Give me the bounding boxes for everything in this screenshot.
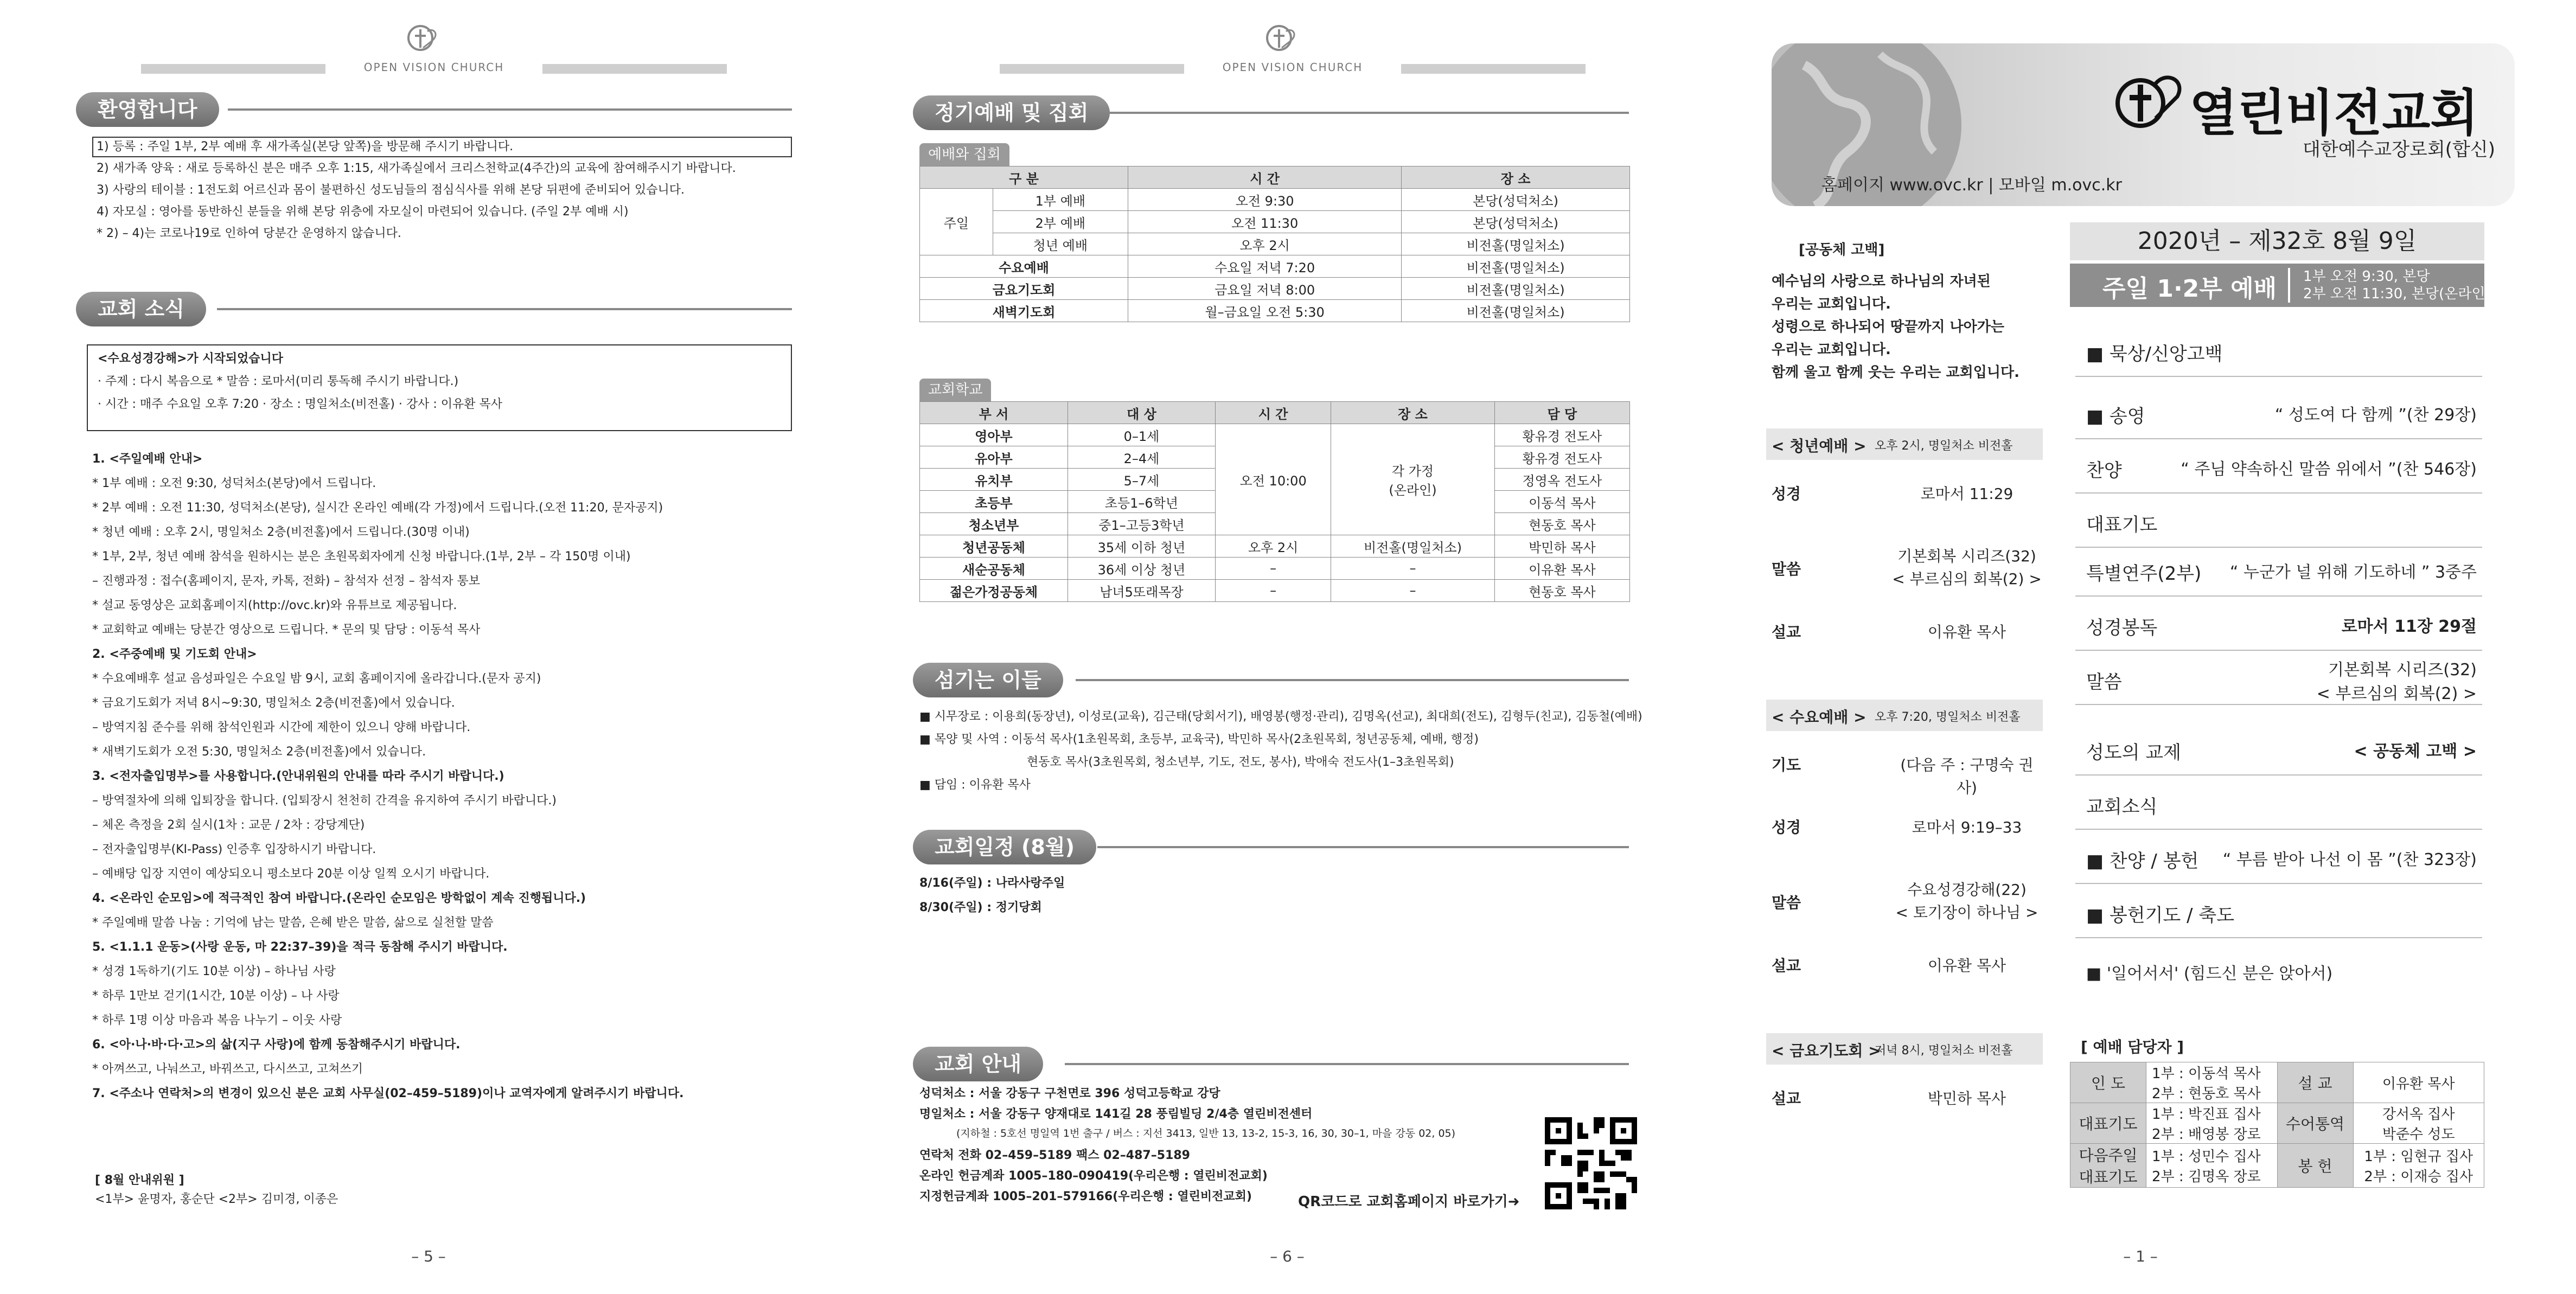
worship-title: 정기예배 및 집회 <box>913 95 1110 130</box>
servant-line: ■ 목양 및 사역 : 이동석 목사(1초원목회, 초등부, 교육국), 박민하 목사(2초원목회, 청년공동체, 예배, 행정) <box>919 733 1479 746</box>
worship-head-cell: 구 분 <box>920 166 1128 189</box>
news-line: * 성경 1독하기(기도 10분 이상) – 하나님 사랑 <box>92 965 336 978</box>
news-line: – 방역절차에 의해 입퇴장을 합니다. (입퇴장시 천천히 간격을 유지하여 주시기 바랍니다.) <box>92 794 557 808</box>
service-item-value: 수요성경강해(22) < 토기장이 하나님 > <box>1895 881 2038 921</box>
school-dept: 영아부 <box>920 424 1068 446</box>
school-lead: 이유환 목사 <box>1494 558 1629 580</box>
service-item-value: 로마서 11:29 <box>1920 485 2014 503</box>
homepage-link[interactable]: 홈페이지 www.ovc.kr | 모바일 m.ovc.kr <box>1821 176 2122 195</box>
info-line: (지하철 : 5호선 명일역 1번 출구 / 버스 : 지선 3413, 일반 13, 13-2, 15-3, 16, 30, 30–1, 마을 강동 02, 05) <box>956 1128 1456 1139</box>
worship-name: 금요기도회 <box>920 278 1128 300</box>
worship-time: 오전 9:30 <box>1128 189 1402 211</box>
school-target: 36세 이상 청년 <box>1068 558 1215 580</box>
info-title: 교회 안내 <box>913 1047 1043 1081</box>
news-line: – 전자출입명부(KI-Pass) 인증후 입장하시기 바랍니다. <box>92 843 376 856</box>
page-number: – 1 – <box>2123 1247 2158 1265</box>
duty-person: 1부 : 이동석 목사 2부 : 현동호 목사 <box>2146 1062 2278 1103</box>
duty-table <box>2070 1062 2484 1188</box>
school-dept: 청년공동체 <box>920 535 1068 558</box>
service-item-label: 말씀 <box>1772 894 1801 912</box>
school-dept: 젊은가정공동체 <box>920 580 1068 602</box>
order-label: 특별연주(2부) <box>2086 563 2202 585</box>
school-target: 남녀5또래목장 <box>1068 580 1215 602</box>
news-line: 5. <1.1.1 운동>(사랑 운동, 마 22:37–39)을 적극 동참해 주시기 바랍니다. <box>92 940 508 954</box>
news-line: * 주일예배 말씀 나눔 : 기억에 남는 말씀, 은혜 받은 말씀, 삶으로 실천할 말씀 <box>92 916 494 930</box>
worship-time: 오후 2시 <box>1128 233 1402 255</box>
worship-name: 1부 예배 <box>993 189 1128 211</box>
school-lead: 현동호 목사 <box>1494 513 1629 535</box>
school-target: 35세 이하 청년 <box>1068 535 1215 558</box>
school-dept: 새순공동체 <box>920 558 1068 580</box>
service-item-label: 설교 <box>1772 1090 1801 1107</box>
news-line: – 진행과정 : 접수(홈페이지, 문자, 카톡, 전화) – 참석자 선정 – 참석자 통보 <box>92 574 481 588</box>
news-line: * 설교 동영상은 교회홈페이지(http://ovc.kr)와 유튜브로 제공됩니다. <box>92 599 457 612</box>
info-line: 지정헌금계좌 1005–201–579166(우리은행 : 열린비전교회) <box>919 1190 1252 1203</box>
worship-time: 금요일 저녁 8:00 <box>1128 278 1402 300</box>
worship-head-cell: 시 간 <box>1128 166 1402 189</box>
duty-person: 강서옥 집사 박준수 성도 <box>2353 1103 2484 1144</box>
service-time-1: 1부 오전 9:30, 본당 <box>2303 268 2430 285</box>
news-line: * 1부, 2부, 청년 예배 참석을 원하시는 분은 초원목회자에게 신청 바랍니다.(1부, 2부 – 각 150명 이내) <box>92 550 631 563</box>
school-dept: 유아부 <box>920 446 1068 469</box>
news-line: * 금요기도회가 저녁 8시~9:30, 명일처소 2층(비전홀)에서 있습니다. <box>92 696 455 710</box>
worship-time: 수요일 저녁 7:20 <box>1128 255 1402 278</box>
duty-role: 설 교 <box>2277 1062 2353 1103</box>
worship-place: 본당(성덕처소) <box>1402 189 1630 211</box>
page-5 <box>0 0 859 1294</box>
service-item-label: 성경 <box>1772 818 1801 836</box>
order-value: “ 성도여 다 함께 ”(찬 29장) <box>2274 406 2477 425</box>
order-value: “ 누군가 널 위해 기도하네 ” 3중주 <box>2229 563 2477 582</box>
school-head-cell: 장 소 <box>1331 402 1494 424</box>
order-label: ■ 봉헌기도 / 축도 <box>2086 905 2235 926</box>
church-name-en: OPEN VISION CHURCH <box>1222 61 1363 74</box>
confession-line: 예수님의 사랑으로 하나님의 자녀된 <box>1772 273 1991 290</box>
guide-line: <1부> 윤명자, 홍순단 <2부> 김미경, 이종은 <box>95 1193 338 1206</box>
news-line: * 1부 예배 : 오전 9:30, 성덕처소(본당)에서 드립니다. <box>92 477 376 490</box>
worship-head-cell: 장 소 <box>1402 166 1630 189</box>
school-head-cell: 시 간 <box>1215 402 1331 424</box>
school-lead: 황유경 전도사 <box>1494 424 1629 446</box>
news-line: * 2부 예배 : 오전 11:30, 성덕처소(본당), 실시간 온라인 예배(각 가정)에서 드립니다.(오전 11:20, 문자공지) <box>92 501 663 515</box>
schedule-title: 교회일정 (8월) <box>913 830 1096 864</box>
table-row <box>920 233 1630 255</box>
church-name-en: OPEN VISION CHURCH <box>363 61 504 74</box>
news-line: * 하루 1명 이상 마음과 복음 나누기 – 이웃 사랑 <box>92 1014 342 1027</box>
confession-line: 우리는 교회입니다. <box>1772 342 1891 358</box>
order-label: 교회소식 <box>2086 796 2158 818</box>
service-banner <box>2070 264 2491 307</box>
servant-line: ■ 시무장로 : 이용희(동장년), 이성로(교육), 김근태(당회서기), 배영봉(행정·관리), 김명옥(선교), 최대희(전도), 김형두(친교), 김동철(예배) <box>919 710 1642 723</box>
service-subtitle: 오후 2시, 명일처소 비전홀 <box>1875 439 2013 453</box>
school-dept: 초등부 <box>920 491 1068 513</box>
issue-date: 2020년 – 제32호 8월 9일 <box>2070 222 2484 260</box>
guide-title: [ 8월 안내위원 ] <box>95 1174 184 1187</box>
school-target: 0–1세 <box>1068 424 1215 446</box>
service-item-label: 설교 <box>1772 623 1801 641</box>
order-label: 찬양 <box>2086 460 2122 482</box>
order-label: ■ 묵상/신앙고백 <box>2086 343 2223 365</box>
duty-role: 다음주일 대표기도 <box>2070 1144 2146 1188</box>
info-line: 명일처소 : 서울 강동구 양재대로 141길 28 풍림빌딩 2/4층 열린비전센터 <box>919 1107 1313 1121</box>
order-label: 대표기도 <box>2086 514 2158 536</box>
school-head-cell: 부 서 <box>920 402 1068 424</box>
welcome-line: * 2) – 4)는 코로나19로 인하여 당분간 운영하지 않습니다. <box>97 227 401 240</box>
confession-line: 성령으로 하나되어 땅끝까지 나아가는 <box>1772 319 2005 335</box>
table-row <box>920 278 1630 300</box>
school-head-cell: 대 상 <box>1068 402 1215 424</box>
worship-name: 수요예배 <box>920 255 1128 278</box>
servant-line: 현동호 목사(3초원목회, 청소년부, 기도, 전도, 봉사), 박애숙 전도사(1–3초원목회) <box>1027 755 1454 769</box>
info-line: 온라인 헌금계좌 1005–180–090419(우리은행 : 열린비전교회) <box>919 1169 1268 1183</box>
order-value: “ 부름 받아 나선 이 몸 ”(찬 323장) <box>2222 850 2477 869</box>
order-label: 성경봉독 <box>2086 617 2158 639</box>
news-title: 교회 소식 <box>76 292 206 326</box>
news-line: * 새벽기도회가 오전 5:30, 명일처소 2층(비전홀)에서 있습니다. <box>92 745 426 759</box>
duty-person: 1부 : 성민수 집사 2부 : 김명옥 장로 <box>2146 1144 2278 1188</box>
worship-name: 새벽기도회 <box>920 300 1128 322</box>
school-lead: 현동호 목사 <box>1494 580 1629 602</box>
school-lead: 이동석 목사 <box>1494 491 1629 513</box>
worship-place: 비전홀(명일처소) <box>1402 255 1630 278</box>
table-row <box>920 424 1630 446</box>
church-logo-icon <box>396 22 445 60</box>
welcome-line: 4) 자모실 : 영아를 동반하신 분들을 위해 본당 위층에 자모실이 마련되어 있습니다. (주일 2부 예배 시) <box>97 205 629 219</box>
service-title: < 청년예배 > <box>1772 437 1867 455</box>
school-target: 2–4세 <box>1068 446 1215 469</box>
worship-place: 비전홀(명일처소) <box>1402 278 1630 300</box>
table-row <box>920 300 1630 322</box>
duty-person: 이유환 목사 <box>2353 1062 2484 1103</box>
worship-group: 주일 <box>920 189 993 255</box>
service-item-label: 설교 <box>1772 957 1801 975</box>
order-value: 기본회복 시리즈(32) < 부르심의 회복(2) > <box>2316 661 2477 703</box>
page-number: – 5 – <box>411 1247 446 1265</box>
school-place: 각 가정 (온라인) <box>1331 424 1494 535</box>
qr-code-icon[interactable] <box>1545 1117 1637 1209</box>
confession-line: 함께 울고 함께 웃는 우리는 교회입니다. <box>1772 364 2019 381</box>
school-table <box>919 401 1630 602</box>
order-value: < 공동체 고백 > <box>2354 742 2477 761</box>
school-lead: 정영옥 전도사 <box>1494 469 1629 491</box>
schedule-line: 8/16(주일) : 나라사랑주일 <box>919 876 1065 890</box>
news-box-line: · 주제 : 다시 복음으로 * 말씀 : 로마서(미리 통독해 주시기 바랍니다.) <box>98 375 459 388</box>
news-box-line: · 시간 : 매주 수요일 오후 7:20 · 장소 : 명일처소(비전홀) · 강사 : 이유환 목사 <box>98 398 502 411</box>
table-row <box>920 535 1630 558</box>
schedule-line: 8/30(주일) : 정기당회 <box>919 901 1042 914</box>
news-line: 4. <온라인 순모임>에 적극적인 참여 바랍니다.(온라인 순모임은 방학없이 계속 진행됩니다.) <box>92 892 586 905</box>
worship-name: 2부 예배 <box>993 211 1128 233</box>
service-item-label: 말씀 <box>1772 560 1801 578</box>
news-line: * 하루 1만보 걷기(1시간, 10분 이상) – 나 사랑 <box>92 989 340 1003</box>
worship-tag: 예배와 집회 <box>919 143 1009 166</box>
news-line: – 체온 측정을 2회 실시(1차 : 교문 / 2차 : 강당계단) <box>92 818 365 832</box>
order-value: 로마서 11장 29절 <box>2341 617 2477 636</box>
service-item-value: 이유환 목사 <box>1927 623 2006 641</box>
page-header <box>1000 22 1586 76</box>
duty-title: [ 예배 담당자 ] <box>2081 1038 2184 1056</box>
news-line: – 예배당 입장 지연이 예상되오니 평소보다 20분 이상 일찍 오시기 바랍니다. <box>92 867 490 881</box>
service-item-label: 성경 <box>1772 485 1801 503</box>
news-box-line: <수요성경강해>가 시작되었습니다 <box>98 352 284 366</box>
school-time: – <box>1215 580 1331 602</box>
news-line: 6. <아·나·바·다·고>의 삶(지구 사랑)에 함께 동참해주시기 바랍니다. <box>92 1038 461 1052</box>
confession-line: 우리는 교회입니다. <box>1772 296 1891 312</box>
welcome-line: 3) 사랑의 테이블 : 1전도회 어르신과 몸이 불편하신 성도님들의 점심식사를 위해 본당 뒤편에 준비되어 있습니다. <box>97 183 685 197</box>
worship-place: 비전홀(명일처소) <box>1402 300 1630 322</box>
service-subtitle: 오후 7:20, 명일처소 비전홀 <box>1875 710 2021 724</box>
service-item-value: (다음 주 : 구명숙 권사) <box>1900 756 2034 797</box>
service-item-value: 기본회복 시리즈(32) < 부르심의 회복(2) > <box>1892 547 2042 588</box>
service-item-value: 로마서 9:19–33 <box>1912 818 2022 836</box>
table-row <box>920 580 1630 602</box>
school-place: – <box>1331 580 1494 602</box>
info-line: 성덕처소 : 서울 강동구 구천면로 396 성덕고등학교 강당 <box>919 1087 1220 1100</box>
school-place: – <box>1331 558 1494 580</box>
page-number: – 6 – <box>1270 1247 1305 1265</box>
school-time: – <box>1215 558 1331 580</box>
school-target: 중1–고등3학년 <box>1068 513 1215 535</box>
worship-name: 청년 예배 <box>993 233 1128 255</box>
school-target: 초등1–6학년 <box>1068 491 1215 513</box>
news-line: * 수요예배후 설교 음성파일은 수요일 밤 9시, 교회 홈페이지에 올라갑니다.(문자 공지) <box>92 672 541 686</box>
church-logo-icon <box>1255 22 1303 60</box>
service-item-label: 기도 <box>1772 756 1801 774</box>
order-label: 성도의 교제 <box>2086 742 2182 764</box>
school-place: 비전홀(명일처소) <box>1331 535 1494 558</box>
news-line: 3. <전자출입명부>를 사용합니다.(안내위원의 안내를 따라 주시기 바랍니다.) <box>92 770 504 783</box>
school-head-cell: 담 당 <box>1494 402 1629 424</box>
order-label: 말씀 <box>2086 671 2122 693</box>
order-value: “ 주님 약속하신 말씀 위에서 ”(찬 546장) <box>2181 460 2477 479</box>
news-line: * 교회학교 예배는 당분간 영상으로 드립니다. * 문의 및 담당 : 이동석 목사 <box>92 623 481 637</box>
duty-role: 봉 헌 <box>2277 1144 2353 1188</box>
news-line: 1. <주일예배 안내> <box>92 452 203 466</box>
duty-role: 인 도 <box>2070 1062 2146 1103</box>
servant-line: ■ 담임 : 이유환 목사 <box>919 778 1031 792</box>
denomination: 대한예수교장로회(합신) <box>2303 139 2495 161</box>
qr-caption: QR코드로 교회홈페이지 바로가기➜ <box>1298 1194 1520 1210</box>
school-lead: 박민하 목사 <box>1494 535 1629 558</box>
order-label: ■ 찬양 / 봉헌 <box>2086 850 2199 872</box>
table-row <box>920 558 1630 580</box>
school-lead: 황유경 전도사 <box>1494 446 1629 469</box>
table-row <box>920 255 1630 278</box>
worship-table <box>919 166 1630 322</box>
worship-time: 월–금요일 오전 5:30 <box>1128 300 1402 322</box>
news-line: * 청년 예배 : 오후 2시, 명일처소 2층(비전홀)에서 드립니다.(30명 이내) <box>92 526 470 539</box>
school-dept: 유치부 <box>920 469 1068 491</box>
confession-title: [공동체 고백] <box>1799 242 1885 258</box>
news-line: 2. <주중예배 및 기도회 안내> <box>92 648 257 661</box>
service-label: 주일 1·2부 예배 <box>2102 275 2277 303</box>
school-target: 5–7세 <box>1068 469 1215 491</box>
service-time-2: 2부 오전 11:30, 본당(온라인) <box>2303 286 2491 302</box>
welcome-title: 환영합니다 <box>76 92 219 127</box>
order-label: ■ 송영 <box>2086 406 2145 427</box>
order-label: ■ '일어서서' (힘드신 분은 앉아서) <box>2086 964 2333 983</box>
duty-role: 대표기도 <box>2070 1103 2146 1144</box>
table-row <box>2070 1144 2484 1188</box>
news-line: – 방역지침 준수를 위해 참석인원과 시간에 제한이 있으니 양해 바랍니다. <box>92 721 471 734</box>
welcome-line: 2) 새가족 양육 : 새로 등록하신 분은 매주 오후 1:15, 새가족실에서 크리스천학교(4주간)의 교육에 참여해주시기 바랍니다. <box>97 162 736 175</box>
school-tag: 교회학교 <box>919 379 991 401</box>
service-title: < 수요예배 > <box>1772 708 1867 726</box>
school-time: 오후 2시 <box>1215 535 1331 558</box>
welcome-line: 1) 등록 : 주일 1부, 2부 예배 후 새가족실(본당 앞쪽)을 방문해 주시기 바랍니다. <box>97 140 514 153</box>
church-name: 열린비전교회 <box>2189 84 2479 142</box>
service-item-value: 박민하 목사 <box>1927 1090 2006 1107</box>
servants-title: 섬기는 이들 <box>913 663 1063 697</box>
duty-person: 1부 : 임현규 집사 2부 : 이재승 집사 <box>2353 1144 2484 1188</box>
school-dept: 청소년부 <box>920 513 1068 535</box>
news-line: * 아껴쓰고, 나눠쓰고, 바꿔쓰고, 다시쓰고, 고쳐쓰기 <box>92 1062 363 1076</box>
table-row <box>920 211 1630 233</box>
duty-role: 수어통역 <box>2277 1103 2353 1144</box>
duty-person: 1부 : 박진표 집사 2부 : 배영봉 장로 <box>2146 1103 2278 1144</box>
school-time: 오전 10:00 <box>1215 424 1331 535</box>
news-line: 7. <주소나 연락처>의 변경이 있으신 분은 교회 사무실(02–459–5189)이나 교역자에게 알려주시기 바랍니다. <box>92 1087 684 1100</box>
worship-place: 본당(성덕처소) <box>1402 211 1630 233</box>
table-row <box>920 189 1630 211</box>
worship-time: 오전 11:30 <box>1128 211 1402 233</box>
worship-place: 비전홀(명일처소) <box>1402 233 1630 255</box>
service-item-value: 이유환 목사 <box>1927 957 2006 975</box>
page-6 <box>859 0 1717 1294</box>
table-row <box>2070 1103 2484 1144</box>
service-title: < 금요기도회 > <box>1772 1042 1881 1060</box>
table-row <box>2070 1062 2484 1103</box>
page-header <box>141 22 727 76</box>
service-subtitle: 저녁 8시, 명일처소 비전홀 <box>1875 1044 2013 1058</box>
page-1 <box>1717 0 2576 1294</box>
info-line: 연락처 전화 02–459–5189 팩스 02–487–5189 <box>919 1149 1190 1162</box>
